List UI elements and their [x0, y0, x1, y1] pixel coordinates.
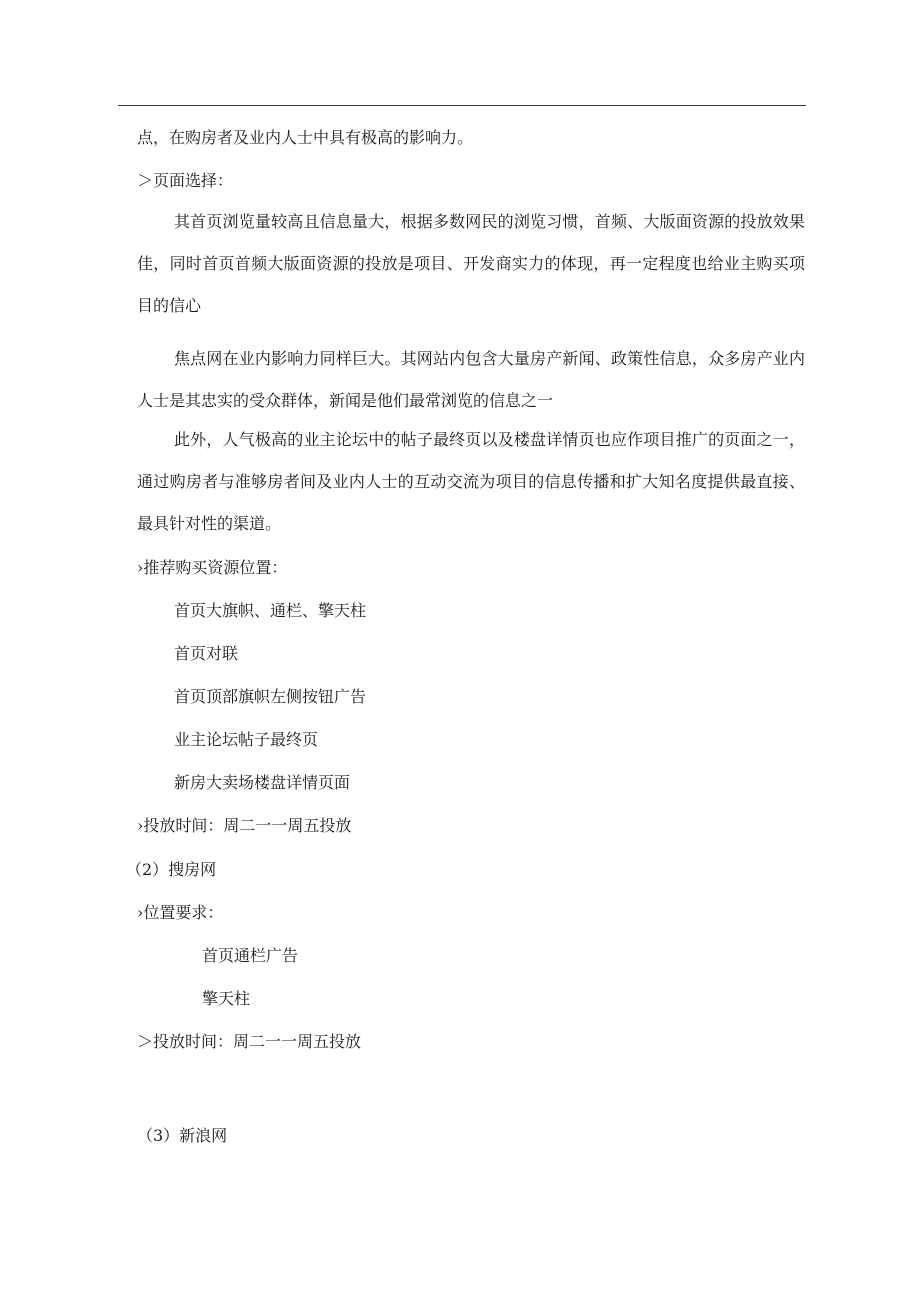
recommend-item: 首页顶部旗帜左侧按钮广告: [174, 687, 367, 706]
recommend-item: 业主论坛帖子最终页: [174, 730, 319, 749]
paragraph-focus-net: 焦点网在业内影响力同样巨大。其网站内包含大量房产新闻、政策性信息，众多房产业内人士是其忠实的受众群体，新闻是他们最常浏览的信息之一: [137, 349, 805, 410]
position-item: 擎天柱: [202, 989, 251, 1008]
schedule-line: ›投放时间：周二一一周五投放: [137, 816, 352, 835]
continuation-text: 点，在购房者及业内人士中具有极高的影响力。: [137, 128, 474, 147]
recommend-item: 首页对联: [174, 644, 239, 663]
section-title-soufang: （2）搜房网: [126, 860, 217, 879]
paragraph-forum: 此外，人气极高的业主论坛中的帖子最终页以及楼盘详情页也应作项目推广的页面之一，通过购房者与准够房者间及业内人士的互动交流为项目的信息传播和扩大知名度提供最直接、最具针对性的渠道。: [137, 430, 805, 533]
position-heading: ›位置要求：: [137, 903, 224, 922]
recommend-heading: ›推荐购买资源位置：: [137, 558, 288, 577]
schedule-line: ＞投放时间：周二一一周五投放: [137, 1032, 362, 1051]
recommend-item: 首页大旗帜、通栏、擎天柱: [174, 601, 367, 620]
section-title-sina: （3）新浪网: [137, 1126, 228, 1145]
header-rule: [118, 105, 806, 106]
recommend-item: 新房大卖场楼盘详情页面: [174, 773, 351, 792]
paragraph-homepage: 其首页浏览量较高且信息量大，根据多数网民的浏览习惯，首频、大版面资源的投放效果佳，同时首页首频大版面资源的投放是项目、开发商实力的体现，再一定程度也给业主购买项目的信心: [137, 212, 805, 315]
position-item: 首页通栏广告: [202, 946, 299, 965]
page-selection-heading: ＞页面选择：: [137, 171, 234, 190]
